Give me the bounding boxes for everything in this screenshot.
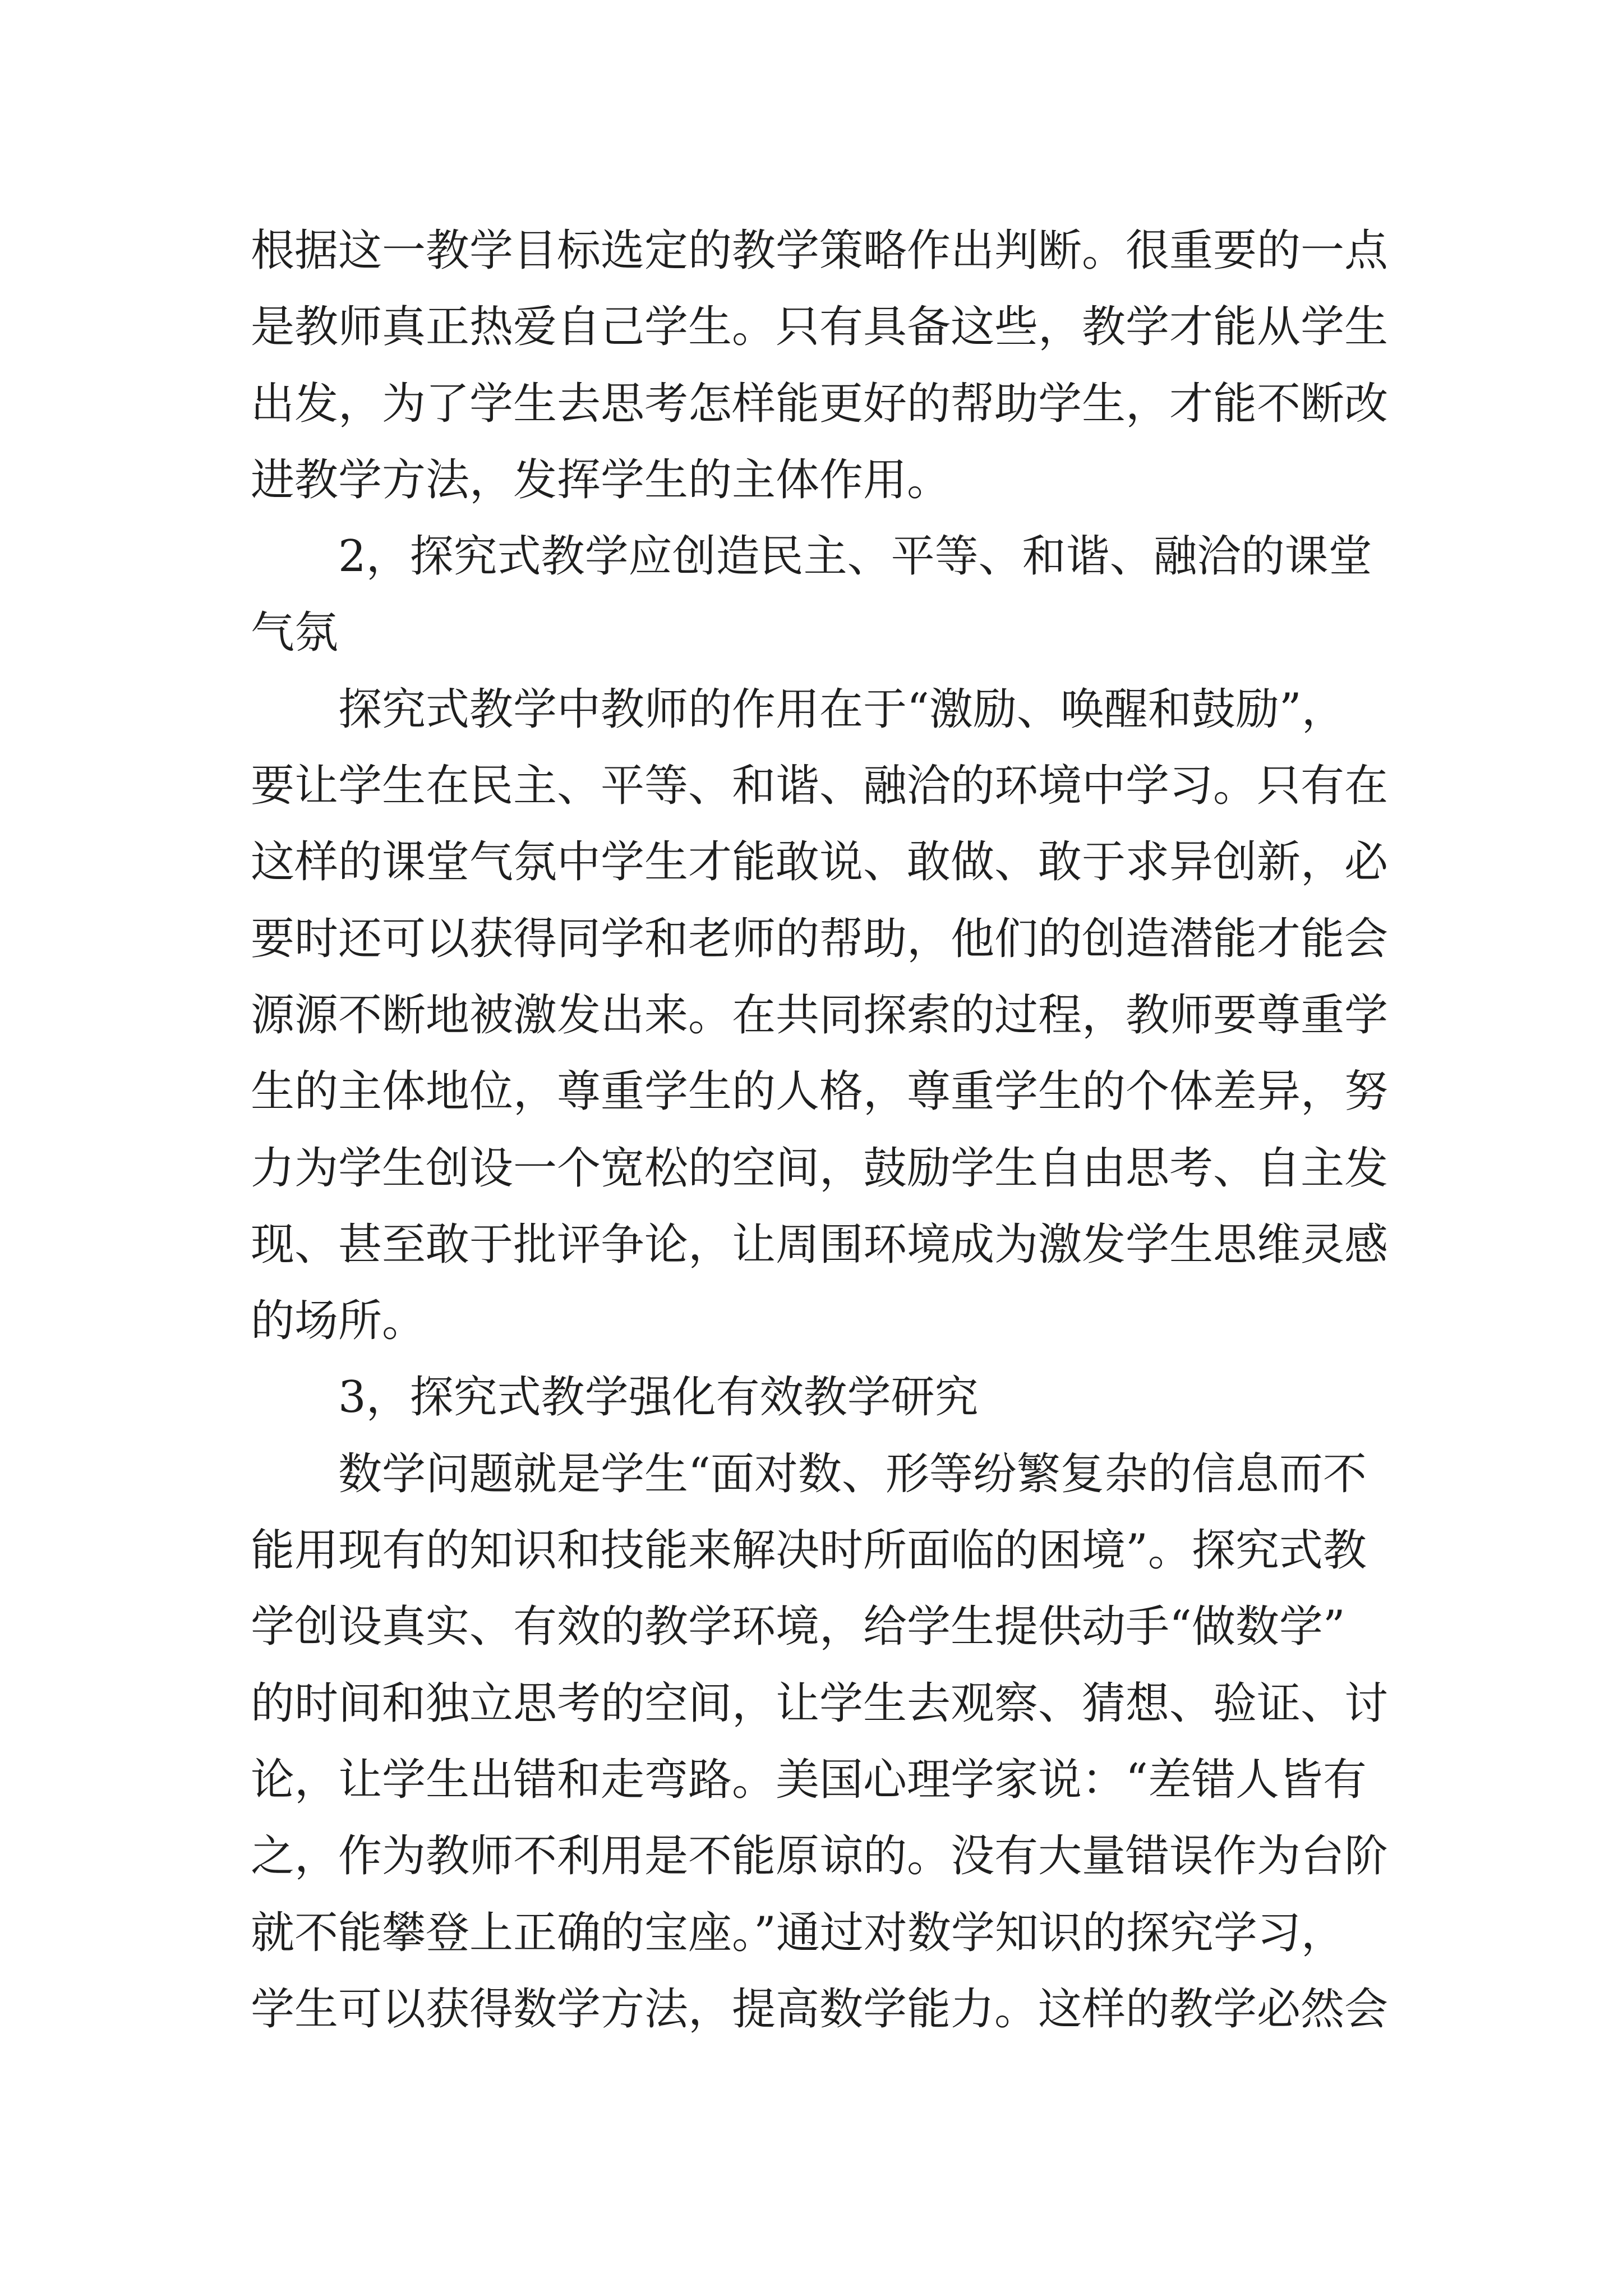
text-line: 现、甚至敢于批评争论，让周围环境成为激发学生思维灵感 [251, 1219, 1389, 1270]
section-heading [251, 1359, 1428, 1435]
paragraph [251, 671, 1428, 1360]
text-line: 出发，为了学生去思考怎样能更好的帮助学生，才能不断改 [251, 378, 1389, 429]
text-line: 根据这一教学目标选定的教学策略作出判断。很重要的一点 [251, 226, 1389, 276]
paragraph [251, 213, 1428, 518]
text-line: 这样的课堂气氛中学生才能敢说、敢做、敢于求异创新，必 [251, 837, 1389, 888]
text-line: 2，探究式教学应创造民主、平等、和谐、融洽的课堂 [338, 531, 1372, 582]
paragraph [251, 1436, 1428, 2047]
text-line: 的场所。 [251, 1296, 426, 1347]
text-line: 论，让学生出错和走弯路。美国心理学家说：“差错人皆有 [251, 1754, 1367, 1805]
text-line: 力为学生创设一个宽松的空间，鼓励学生自由思考、自主发 [251, 1143, 1389, 1194]
document-body [251, 213, 1428, 2047]
text-line: 探究式教学中教师的作用在于“激励、唤醒和鼓励”， [338, 684, 1345, 735]
text-line: 的时间和独立思考的空间，让学生去观察、猜想、验证、讨 [251, 1678, 1389, 1729]
text-line: 要时还可以获得同学和老师的帮助，他们的创造潜能才能会 [251, 913, 1389, 964]
text-line: 数学问题就是学生“面对数、形等纷繁复杂的信息而不 [338, 1448, 1367, 1499]
text-line: 生的主体地位，尊重学生的人格，尊重学生的个体差异，努 [251, 1066, 1389, 1117]
text-line: 之，作为教师不利用是不能原谅的。没有大量错误作为台阶 [251, 1831, 1389, 1882]
text-line: 要让学生在民主、平等、和谐、融洽的环境中学习。只有在 [251, 761, 1389, 812]
text-line: 学生可以获得数学方法，提高数学能力。这样的教学必然会 [251, 1984, 1389, 2035]
text-line: 是教师真正热爱自己学生。只有具备这些，教学才能从学生 [251, 302, 1389, 353]
text-line: 能用现有的知识和技能来解决时所面临的困境”。探究式教 [251, 1525, 1367, 1576]
text-line: 源源不断地被激发出来。在共同探索的过程，教师要尊重学 [251, 990, 1389, 1041]
text-line: 3，探究式教学强化有效教学研究 [338, 1372, 979, 1423]
text-line: 气氛 [251, 608, 339, 659]
text-line: 就不能攀登上正确的宝座。”通过对数学知识的探究学习， [251, 1907, 1345, 1958]
text-line: 学创设真实、有效的教学环境，给学生提供动手“做数学” [251, 1602, 1345, 1653]
text-line: 进教学方法，发挥学生的主体作用。 [251, 454, 951, 505]
section-heading [251, 518, 1428, 671]
